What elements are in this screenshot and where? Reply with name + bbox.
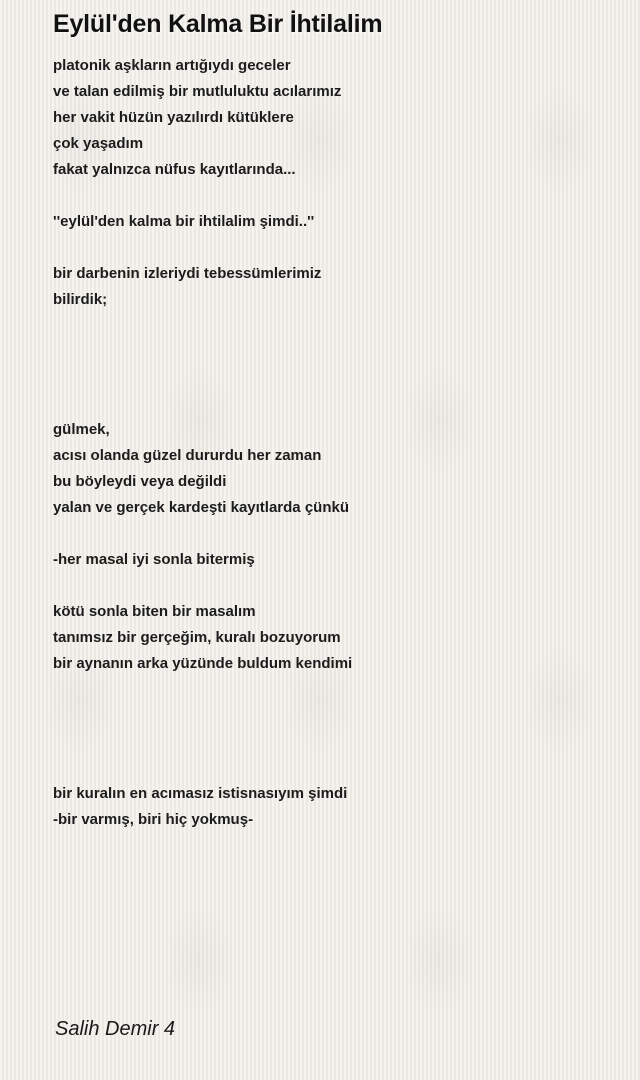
- poem-line-blank: [53, 183, 613, 209]
- poem-body: [53, 53, 613, 833]
- poem-line: -bir varmış, biri hiç yokmuş-: [53, 811, 254, 828]
- poem-line: acısı olanda güzel dururdu her zaman: [53, 447, 322, 464]
- poem-line: fakat yalnızca nüfus kayıtlarında...: [53, 161, 296, 178]
- poem-line-blank: [53, 339, 613, 365]
- poem-line: ve talan edilmiş bir mutluluktu acılarımız: [53, 83, 342, 100]
- poem-line-blank: [53, 391, 613, 417]
- poem-line: platonik aşkların artığıydı geceler: [53, 57, 291, 74]
- poem-line-blank: [53, 755, 613, 781]
- poem-line-blank: [53, 313, 613, 339]
- poem-line: tanımsız bir gerçeğim, kuralı bozuyorum: [53, 629, 341, 646]
- poem-line: -her masal iyi sonla bitermiş: [53, 551, 255, 568]
- poem-line: bir darbenin izleriydi tebessümlerimiz: [53, 265, 322, 282]
- poem-line-blank: [53, 365, 613, 391]
- poem-line: bu böyleydi veya değildi: [53, 473, 227, 490]
- poem-line: bir aynanın arka yüzünde buldum kendimi: [53, 655, 353, 672]
- poem-line: bir kuralın en acımasız istisnasıyım şimdi: [53, 785, 348, 802]
- poem-line-blank: [53, 729, 613, 755]
- poem-line-blank: [53, 703, 613, 729]
- poem-line: bilirdik;: [53, 291, 108, 308]
- poem-line-blank: [53, 235, 613, 261]
- poem-line: yalan ve gerçek kardeşti kayıtlarda çünkü: [53, 499, 349, 516]
- poem-line-blank: [53, 521, 613, 547]
- poem-line: gülmek,: [53, 421, 110, 438]
- poem-author: Salih Demir 4: [55, 1018, 176, 1040]
- poem-line: çok yaşadım: [53, 135, 144, 152]
- poem-line: kötü sonla biten bir masalım: [53, 603, 256, 620]
- poem-line-blank: [53, 573, 613, 599]
- poem-line: her vakit hüzün yazılırdı kütüklere: [53, 109, 294, 126]
- poem-line: ''eylül'den kalma bir ihtilalim şimdi..'': [53, 213, 315, 230]
- poem-line-blank: [53, 677, 613, 703]
- poem-title: Eylül'den Kalma Bir İhtilalim: [53, 10, 383, 38]
